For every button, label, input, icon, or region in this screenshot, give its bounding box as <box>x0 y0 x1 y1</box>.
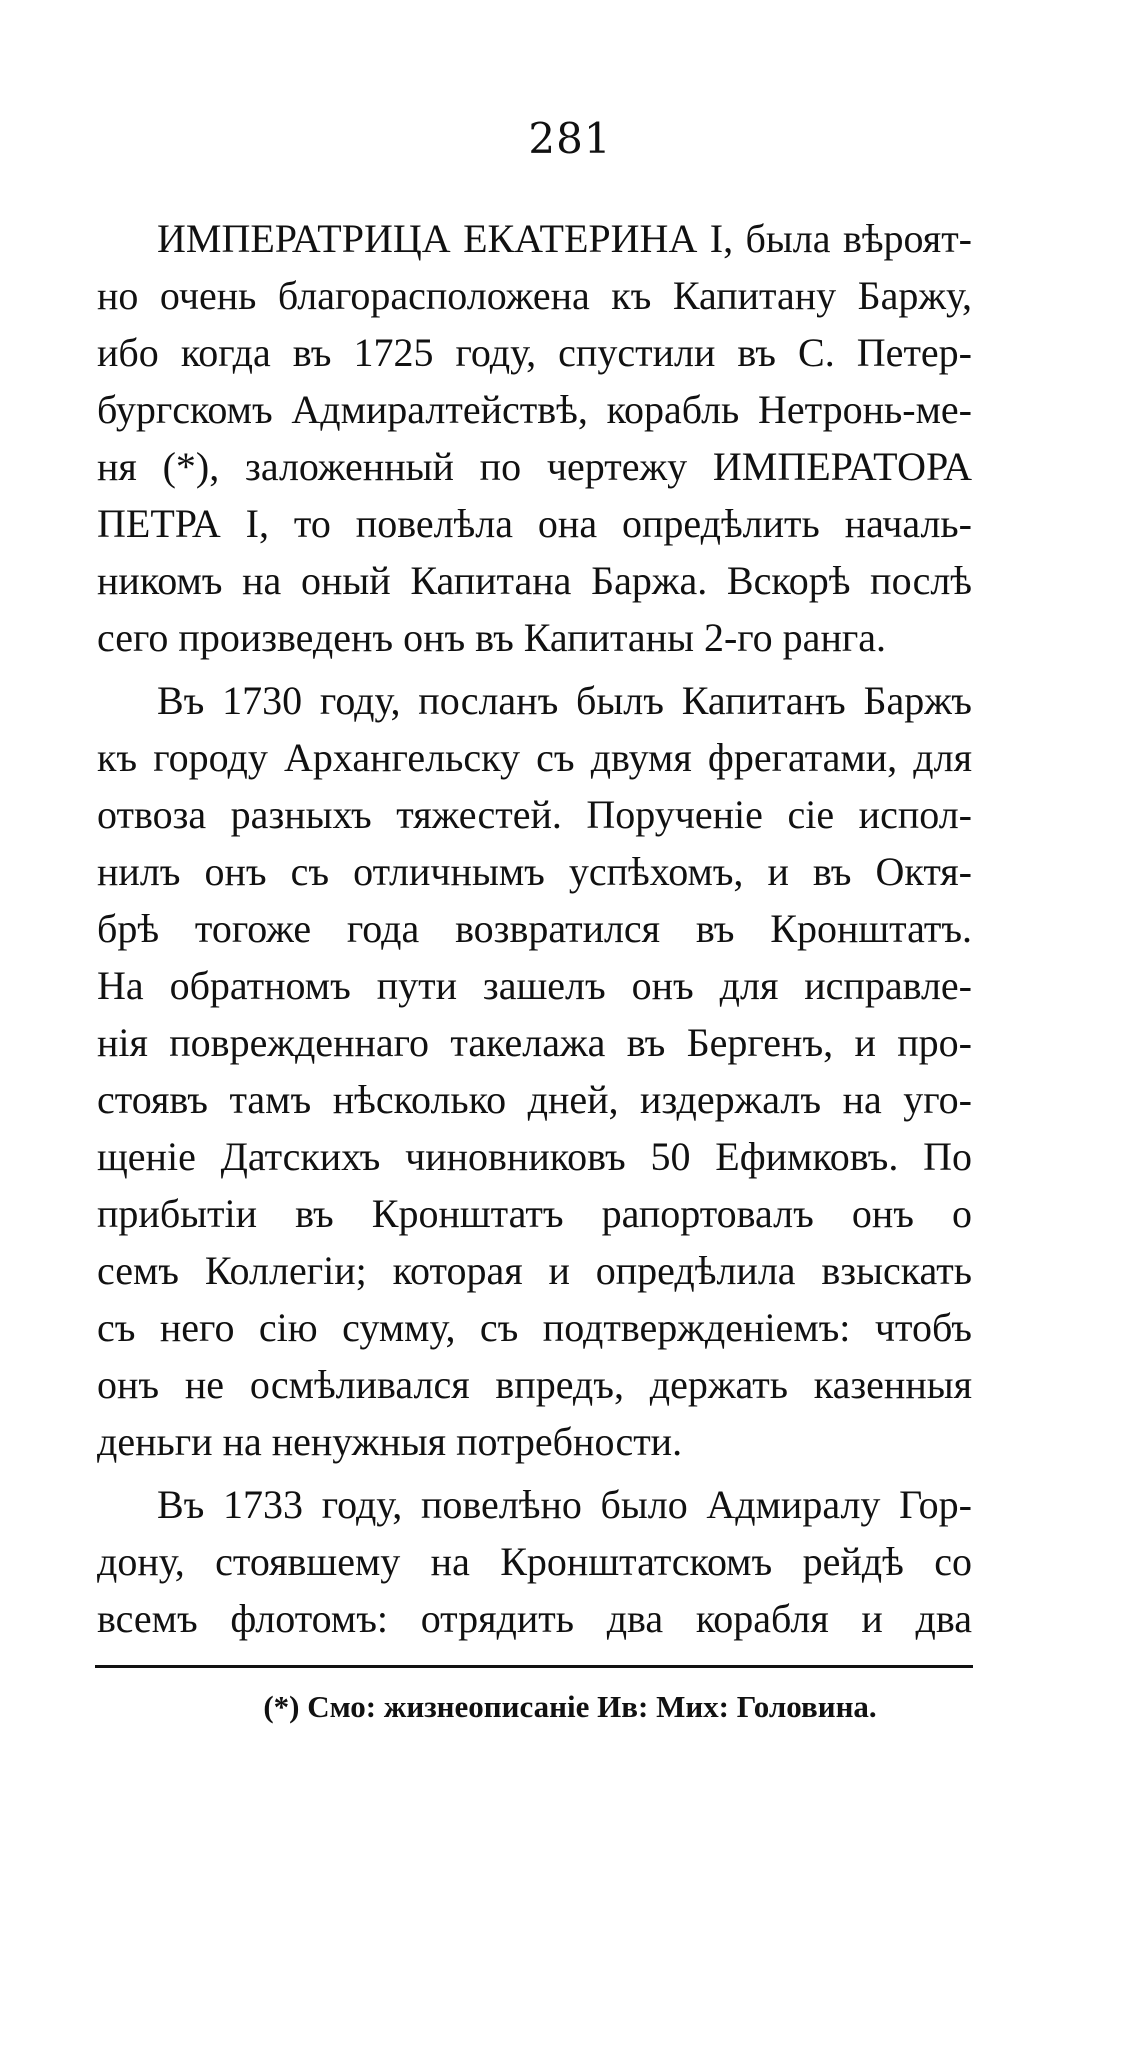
text-line: нія поврежденнаго такелажа въ Бергенъ, и про- <box>97 1020 972 1065</box>
text-line: сего произведенъ онъ въ Капитаны 2-го ранга. <box>97 615 887 660</box>
text-line: щеніе Датскихъ чиновниковъ 50 Ефимковъ. По <box>97 1134 972 1179</box>
text-line: бургскомъ Адмиралтействѣ, корабль Нетронь-ме- <box>97 387 972 432</box>
text-line: брѣ тогоже года возвратился въ Кронштатъ. <box>97 906 972 951</box>
text-line: никомъ на оный Капитана Баржа. Вскорѣ послѣ <box>97 558 972 603</box>
page-number: 281 <box>528 114 612 163</box>
footnote-rule <box>95 1665 973 1668</box>
body-text <box>97 210 972 1647</box>
text-line: На обратномъ пути зашелъ онъ для исправле- <box>97 963 972 1008</box>
footnote: (*) Смо: жизнеописаніе Ив: Мих: Головина. <box>263 1689 877 1724</box>
text-line: дону, стоявшему на Кронштатскомъ рейдѣ со <box>97 1539 972 1584</box>
text-line: прибытіи въ Кронштатъ рапортовалъ онъ о <box>97 1191 972 1236</box>
paragraph <box>97 672 972 1470</box>
paragraph <box>97 210 972 666</box>
text-line: онъ не осмѣливался впредъ, держать казенныя <box>97 1362 972 1407</box>
text-line: деньги на ненужныя потребности. <box>97 1419 683 1464</box>
text-line: но очень благорасположена къ Капитану Баржу, <box>97 273 972 318</box>
text-line: съ него сію сумму, съ подтвержденіемъ: чтобъ <box>97 1305 972 1350</box>
text-line: къ городу Архангельску съ двумя фрегатами, для <box>97 735 972 780</box>
text-line: Въ 1733 году, повелѣно было Адмиралу Гор- <box>157 1482 972 1527</box>
text-line: стоявъ тамъ нѣсколько дней, издержалъ на уго- <box>97 1077 972 1122</box>
paragraph <box>97 1476 972 1647</box>
text-line: нилъ онъ съ отличнымъ успѣхомъ, и въ Октя- <box>97 849 972 894</box>
text-line: всемъ флотомъ: отрядить два корабля и два <box>97 1596 972 1641</box>
text-line: ибо когда въ 1725 году, спустили въ С. Петер- <box>97 330 972 375</box>
text-line: ИМПЕРАТРИЦА ЕКАТЕРИНА I, была вѣроят- <box>157 216 972 261</box>
text-line: семъ Коллегіи; которая и опредѣлила взыскать <box>97 1248 972 1293</box>
text-line: ня (*), заложенный по чертежу ИМПЕРАТОРА <box>97 444 972 489</box>
text-line: Въ 1730 году, посланъ былъ Капитанъ Баржъ <box>157 678 972 723</box>
text-line: отвоза разныхъ тяжестей. Порученіе сіе испол- <box>97 792 972 837</box>
text-line: ПЕТРА I, то повелѣла она опредѣлить началь- <box>97 501 972 546</box>
